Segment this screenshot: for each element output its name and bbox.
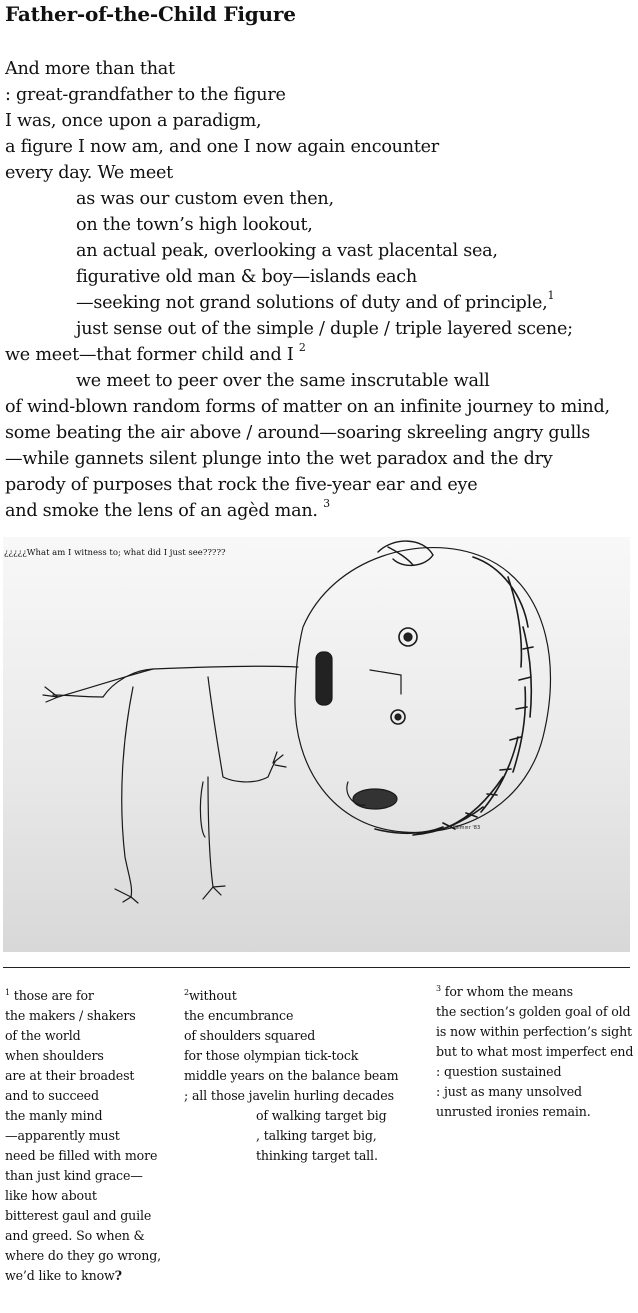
eye-lower-inner [395, 714, 401, 720]
footnote-1 [5, 986, 161, 1286]
footnote-line [184, 986, 398, 1006]
footnote-ref[interactable]: 3 [323, 497, 330, 511]
footnote-text: —apparently must [5, 1128, 120, 1143]
footnote-text: of walking target big [256, 1108, 387, 1123]
footnote-line [5, 1166, 161, 1186]
footnote-marker: 1 [5, 987, 10, 997]
footnote-text: for whom the means [440, 984, 573, 999]
poem-line [5, 56, 175, 82]
poem-line [5, 134, 439, 160]
footnote-text: like how about [5, 1188, 97, 1203]
footnote-text: , talking target big, [256, 1128, 377, 1143]
footnote-text: than just kind grace— [5, 1168, 143, 1183]
right-foot [203, 886, 225, 899]
poem-line-text: : great-grandfather to the figure [5, 85, 286, 105]
footnote-marker: 2 [184, 987, 189, 997]
poem-line-text: on the town’s high lookout, [76, 215, 313, 235]
footnote-text: middle years on the balance beam [184, 1068, 399, 1083]
poem-line-text: we meet to peer over the same inscrutable wall [76, 371, 490, 391]
footnote-text: the manly mind [5, 1108, 103, 1123]
poem-line-text: we meet—that former child and I [5, 345, 294, 365]
knee-line [200, 782, 205, 837]
eye-upper-inner [404, 633, 412, 641]
footnote-line [436, 1002, 633, 1022]
left-foot [115, 889, 138, 903]
footnote-text: the section’s golden goal of old [436, 1004, 631, 1019]
poem-line [5, 82, 286, 108]
footnote-3 [436, 982, 633, 1122]
poem-line-text: as was our custom even then, [76, 189, 334, 209]
footnote-text: but to what most imperfect end [436, 1044, 634, 1059]
poem-line-text: of wind-blown random forms of matter on an infinite journey to mind, [5, 397, 610, 417]
footnote-line [436, 1102, 633, 1122]
poem-line-text: a figure I now am, and one I now again encounter [5, 137, 439, 157]
footnote-line [5, 1186, 161, 1206]
footnote-text: are at their broadest [5, 1068, 135, 1083]
footnote-line [5, 1226, 161, 1246]
child-figure-drawing [3, 537, 630, 952]
footnote-text: thinking target tall. [256, 1148, 378, 1163]
poem-line [76, 368, 489, 394]
footnote-line [5, 1206, 161, 1226]
footnote-line [5, 1126, 161, 1146]
footnote-text: unrusted ironies remain. [436, 1104, 591, 1119]
footnote-line [5, 1086, 161, 1106]
hair-scribble [375, 557, 533, 835]
footnote-marker: 3 [436, 983, 441, 993]
drawing-figure [3, 537, 630, 952]
poem-line-text: I was, once upon a paradigm, [5, 111, 262, 131]
footnote-line [436, 1022, 633, 1042]
poem-line [76, 290, 554, 316]
poem-line-text: figurative old man & boy—islands each [76, 267, 417, 287]
footnote-text: need be filled with more [5, 1148, 158, 1163]
poem-line [5, 160, 173, 186]
footnote-line [5, 1026, 161, 1046]
mouth [353, 789, 397, 809]
footnote-line [184, 1066, 398, 1086]
footnote-text: bitterest gaul and guile [5, 1208, 152, 1223]
poem-line [5, 108, 261, 134]
figure-caption: ¿¿¿¿¿What am I witness to; what did I just see????? [4, 548, 226, 558]
footnote-text: of shoulders squared [184, 1028, 316, 1043]
footnote-line [184, 1026, 398, 1046]
footnote-text: ; all those javelin hurling decades [184, 1088, 394, 1103]
footnote-line [436, 1082, 633, 1102]
footnote-text: without [188, 988, 237, 1003]
ear-blob [316, 652, 332, 705]
poem-line [5, 420, 590, 446]
poem-line [76, 186, 334, 212]
footnote-line [5, 1146, 161, 1166]
footnote-text: those are for [9, 988, 94, 1003]
poem-line-text: just sense out of the simple / duple / triple layered scene; [76, 319, 573, 339]
poem-line [5, 394, 610, 420]
footnote-text: and greed. So when & [5, 1228, 145, 1243]
poem-line-text: an actual peak, overlooking a vast placental sea, [76, 241, 498, 261]
footnote-line [436, 1042, 633, 1062]
nose-line [370, 670, 401, 694]
footnote-line [5, 1006, 161, 1026]
poem-line [76, 238, 498, 264]
signature: Fillm≡r '83 [453, 825, 481, 831]
footnote-ref[interactable]: 1 [547, 289, 555, 303]
right-leg [208, 777, 213, 887]
poem-line-text: And more than that [5, 59, 175, 79]
poem-line-text: some beating the air above / around—soaring skreeling angry gulls [5, 423, 591, 443]
footnote-line [184, 1006, 398, 1026]
footnote-line-indented [184, 1106, 398, 1126]
right-hand [273, 752, 286, 767]
right-arm [268, 762, 275, 777]
question-mark: ? [114, 1268, 122, 1283]
footnote-line [5, 1246, 161, 1266]
poem-line [5, 498, 330, 524]
footnote-line [184, 1046, 398, 1066]
poem-line [5, 472, 477, 498]
footnote-ref[interactable]: 2 [298, 341, 306, 355]
footnote-text: is now within perfection’s sight [436, 1024, 632, 1039]
footnote-line [436, 1062, 633, 1082]
poem-line [5, 342, 306, 368]
footnote-line [436, 982, 633, 1002]
left-arm [53, 669, 153, 697]
footnote-line [5, 1066, 161, 1086]
footnote-divider [3, 967, 630, 968]
hair-top-curl [378, 541, 433, 565]
footnote-text: : question sustained [436, 1064, 562, 1079]
poem-line [76, 316, 573, 342]
footnote-text: when shoulders [5, 1048, 104, 1063]
footnote-2 [184, 986, 398, 1166]
footnote-line [5, 1046, 161, 1066]
poem-line-text: parody of purposes that rock the five-year ear and eye [5, 475, 478, 495]
footnote-line [5, 1106, 161, 1126]
footnote-line-indented [184, 1126, 398, 1146]
poem-line-text: and smoke the lens of an agèd man. [5, 501, 318, 521]
footnote-text: for those olympian tick-tock [184, 1048, 359, 1063]
footnote-text: of the world [5, 1028, 81, 1043]
poem-line [5, 446, 552, 472]
footnote-line [5, 986, 161, 1006]
poem-line-text: —seeking not grand solutions of duty and of principle, [76, 293, 548, 313]
poem-line [76, 264, 417, 290]
left-leg [122, 687, 133, 897]
footnote-text: : just as many unsolved [436, 1084, 582, 1099]
footnote-text: the encumbrance [184, 1008, 294, 1023]
footnote-line [184, 1086, 398, 1106]
footnote-text: where do they go wrong, [5, 1248, 161, 1263]
poem-line-text: —while gannets silent plunge into the wet paradox and the dry [5, 449, 553, 469]
page-title: Father-of-the-Child Figure [5, 2, 296, 26]
poem-line [76, 212, 313, 238]
footnote-text: the makers / shakers [5, 1008, 136, 1023]
footnote-text: we’d like to know [5, 1268, 115, 1283]
footnote-text: and to succeed [5, 1088, 99, 1103]
poem-line-text: every day. We meet [5, 163, 173, 183]
torso-lower [208, 677, 268, 782]
footnote-line [5, 1266, 161, 1286]
footnote-line-indented [184, 1146, 398, 1166]
